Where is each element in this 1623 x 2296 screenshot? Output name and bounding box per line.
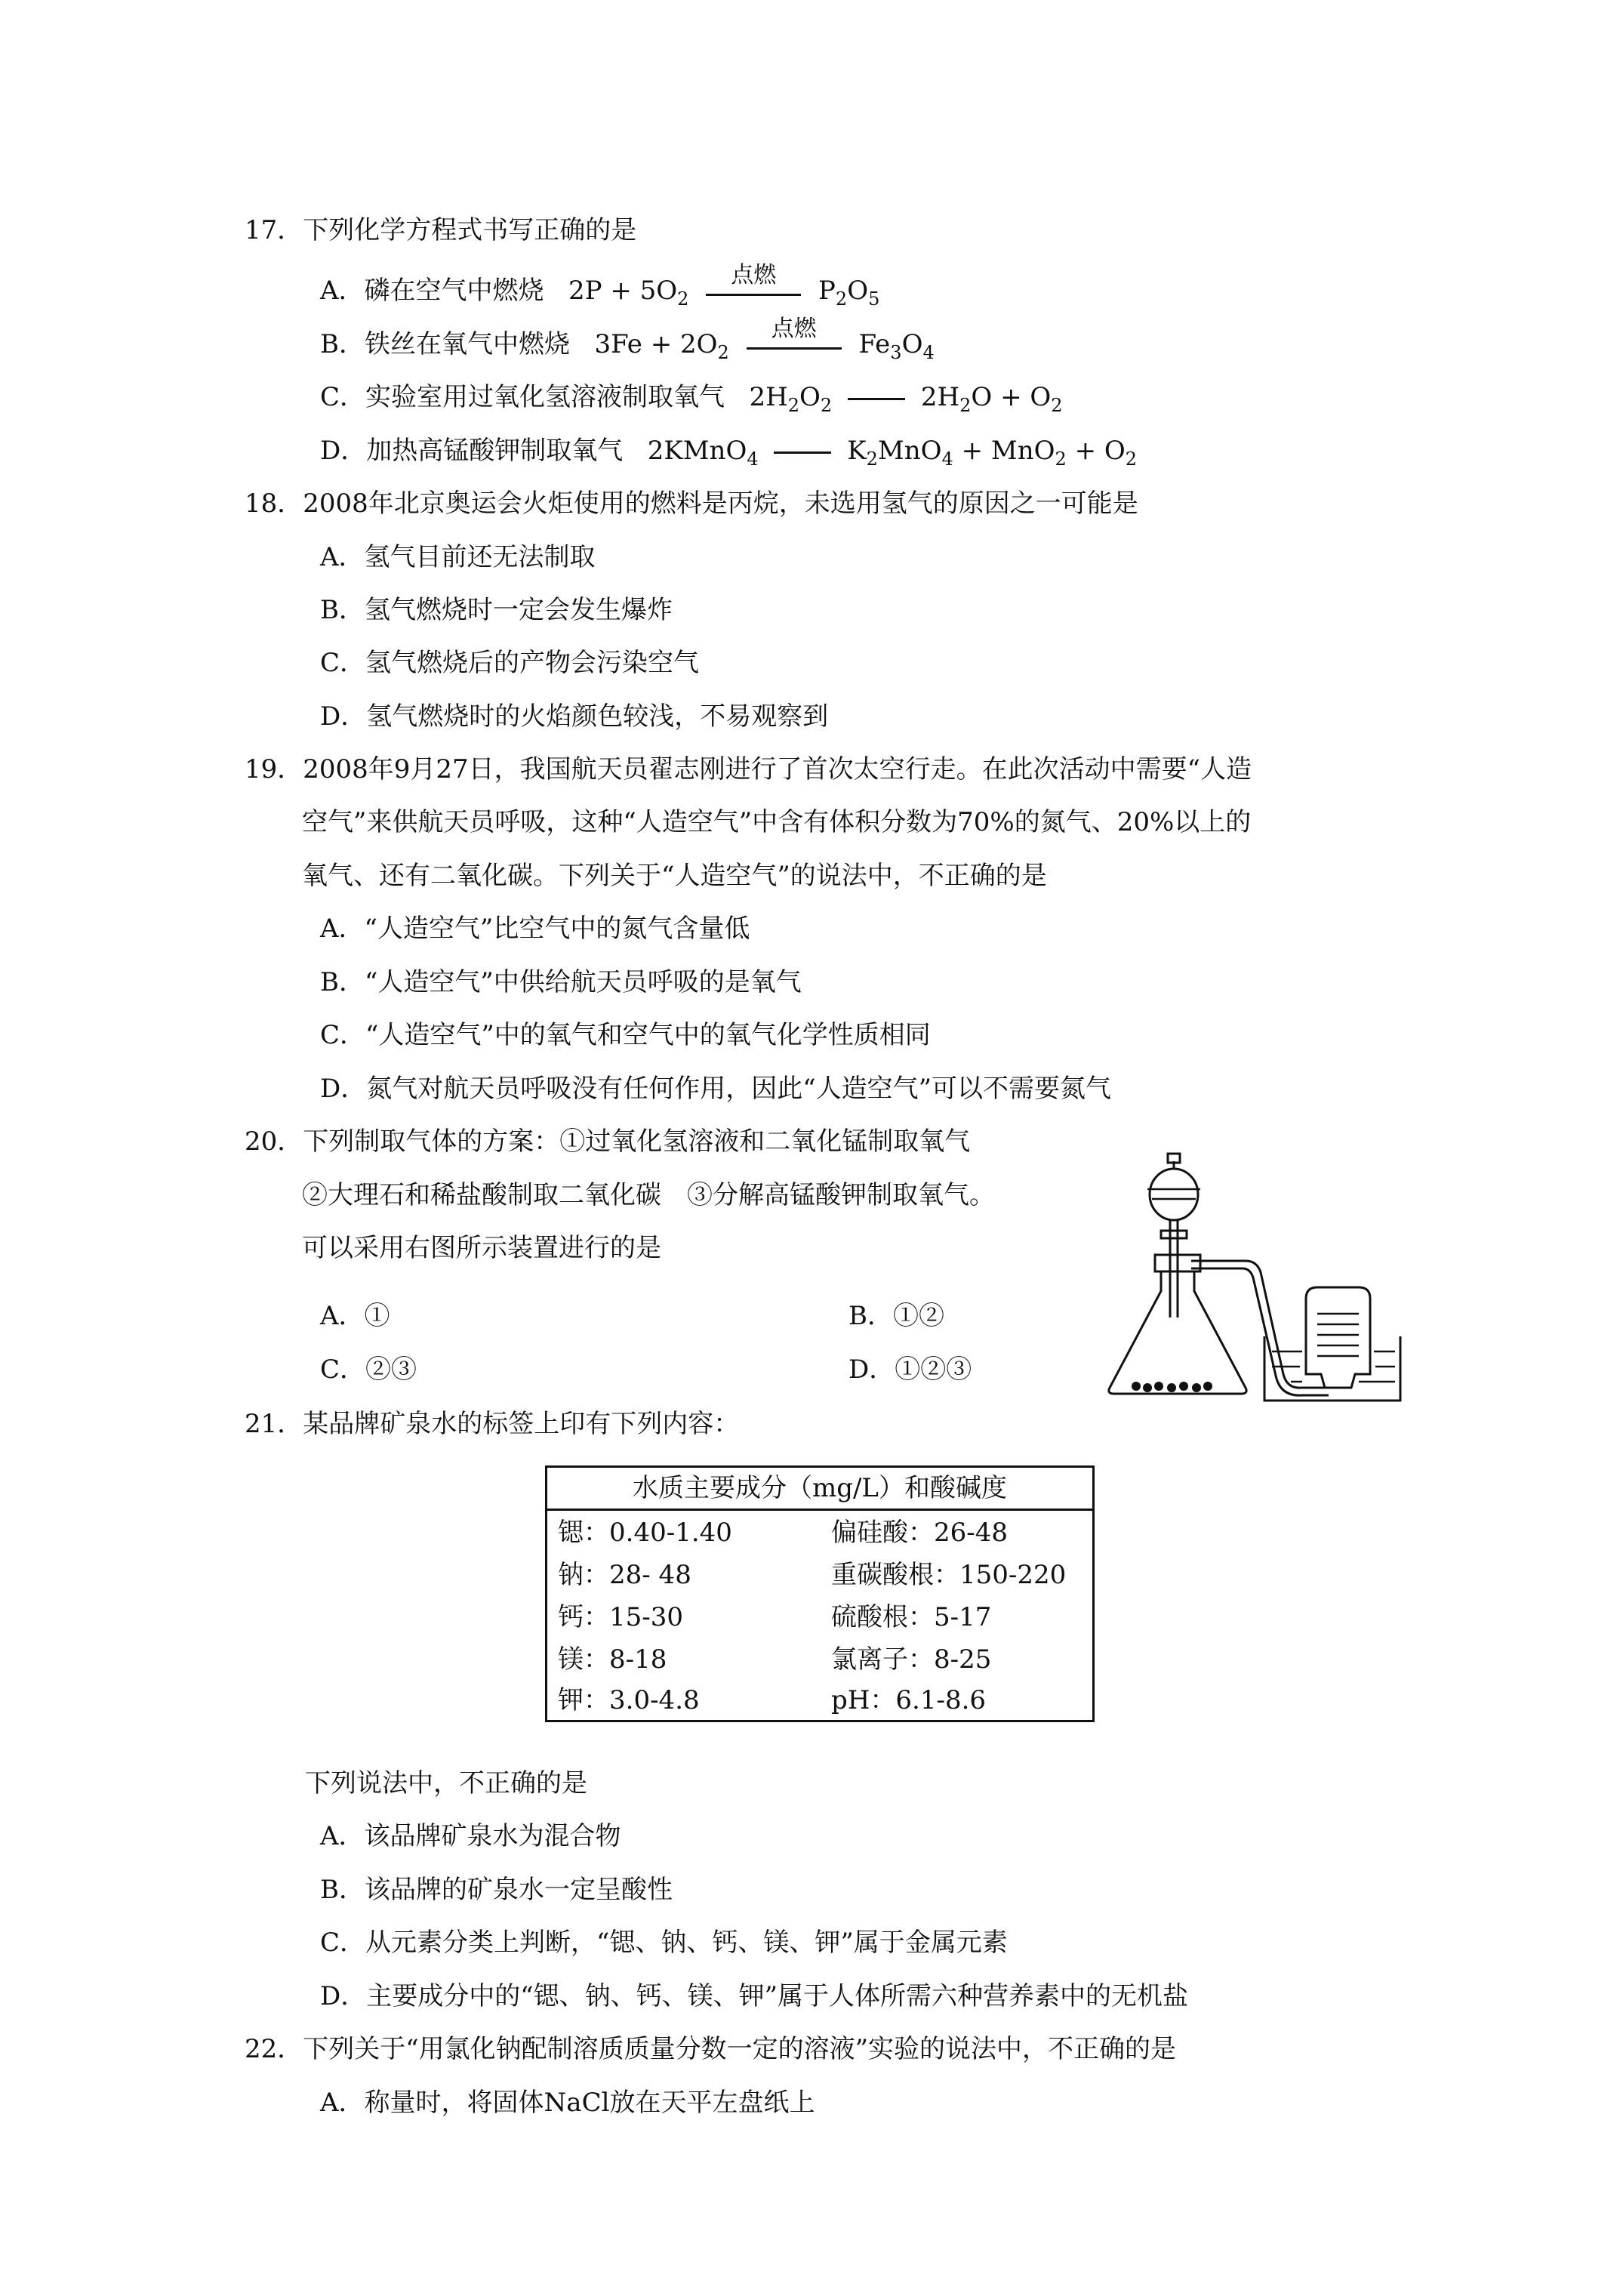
q17-d-rhs-sub1: 2 <box>866 448 878 470</box>
q17-option-a-text: A．磷在空气中燃烧 <box>320 276 544 306</box>
table-cell: 偏硅酸：26-48 <box>831 1518 1009 1548</box>
q17-c-rhs1: 2H <box>920 382 960 412</box>
q20-option-b: B．①② <box>848 1301 944 1331</box>
q21-option-b: B．该品牌的矿泉水一定呈酸性 <box>320 1875 673 1905</box>
q18-stem: 18．2008年北京奥运会火炬使用的燃料是丙烷，未选用氢气的原因之一可能是 <box>245 488 1138 519</box>
q19-option-d: D．氮气对航天员呼吸没有任何作用，因此“人造空气”可以不需要氮气 <box>320 1074 1112 1104</box>
q21-question: 下列说法中，不正确的是 <box>305 1768 587 1798</box>
q20-stem-line3: 可以采用右图所示装置进行的是 <box>302 1233 661 1263</box>
q17-a-rhs-sub1: 2 <box>835 288 848 310</box>
q21-option-c: C．从元素分类上判断，“锶、钠、钙、镁、钾”属于金属元素 <box>320 1928 1008 1958</box>
q22-stem: 22．下列关于“用氯化钠配制溶质质量分数一定的溶液”实验的说法中，不正确的是 <box>245 2034 1177 2064</box>
q17-d-rhs-sub3: 2 <box>1055 448 1067 470</box>
q17-c-lhs-sub1: 2 <box>787 395 800 416</box>
table-row <box>547 1512 1092 1554</box>
q17-d-rhs3: + MnO <box>953 436 1055 466</box>
q20-option-a: A．① <box>320 1301 390 1331</box>
q17-option-b-text: B．铁丝在氧气中燃烧 <box>320 329 570 359</box>
q17-d-lhs-sub: 4 <box>747 448 759 470</box>
table-row <box>547 1638 1092 1681</box>
q20-stem-line2: ②大理石和稀盐酸制取二氧化碳 ③分解高锰酸钾制取氧气。 <box>302 1180 995 1210</box>
table-cell: 硫酸根：5-17 <box>831 1602 992 1632</box>
table-cell: 钠：28- 48 <box>558 1560 691 1590</box>
table-cell: 钾：3.0-4.8 <box>558 1685 700 1715</box>
table-cell: 钙：15-30 <box>558 1602 684 1632</box>
gas-generation-apparatus <box>1102 1148 1404 1404</box>
table-title: 水质主要成分（mg/L）和酸碱度 <box>547 1468 1092 1511</box>
q21-option-a: A．该品牌矿泉水为混合物 <box>320 1821 621 1851</box>
q19-stem-line1: 19．2008年9月27日，我国航天员翟志刚进行了首次太空行走。在此次活动中需要“人造 <box>245 754 1252 784</box>
q17-a-rhs-mid: O <box>847 276 869 306</box>
table-cell: 镁：8-18 <box>558 1644 667 1675</box>
q17-option-d <box>320 436 1137 474</box>
q17-b-rhs: Fe <box>858 329 891 359</box>
mineral-water-label-table <box>545 1465 1095 1722</box>
q17-d-rhs-sub4: 2 <box>1125 448 1138 470</box>
q17-a-lhs: 2P + 5O <box>568 276 678 306</box>
q19-option-c: C．“人造空气”中的氧气和空气中的氧气化学性质相同 <box>320 1020 931 1050</box>
q17-c-lhs2: O <box>799 382 821 412</box>
q20-stem-line1: 20．下列制取气体的方案：①过氧化氢溶液和二氧化锰制取氧气 <box>245 1126 971 1157</box>
condition-label: 点燃 <box>771 316 817 342</box>
q17-b-rhs-mid: O <box>901 329 923 359</box>
q19-option-b: B．“人造空气”中供给航天员呼吸的是氧气 <box>320 967 802 997</box>
q17-c-lhs1: 2H <box>749 382 788 412</box>
q17-b-lhs: 3Fe + 2O <box>594 329 718 359</box>
q17-option-d-text: D．加热高锰酸钾制取氧气 <box>320 436 624 466</box>
q18-option-b: B．氢气燃烧时一定会发生爆炸 <box>320 595 673 625</box>
q17-stem: 17．下列化学方程式书写正确的是 <box>245 215 637 245</box>
q19-stem-line2: 空气”来供航天员呼吸，这种“人造空气”中含有体积分数为70%的氮气、20%以上的 <box>302 807 1252 837</box>
table-cell: 重碳酸根：150-220 <box>831 1560 1067 1590</box>
condition-label: 点燃 <box>731 262 777 288</box>
q17-b-lhs-sub: 2 <box>717 342 729 363</box>
q18-option-c: C．氢气燃烧后的产物会污染空气 <box>320 648 700 678</box>
q17-d-lhs: 2KMnO <box>647 436 747 466</box>
q17-a-rhs: P <box>818 276 836 306</box>
q18-option-a: A．氢气目前还无法制取 <box>320 542 596 572</box>
table-cell: 锶：0.40-1.40 <box>558 1518 732 1548</box>
q17-b-rhs-sub2: 4 <box>922 342 935 363</box>
q22-option-a: A．称量时，将固体NaCl放在天平左盘纸上 <box>320 2088 815 2118</box>
q17-d-rhs1: K <box>847 436 867 466</box>
q20-option-d: D．①②③ <box>848 1354 972 1385</box>
q20-option-c: C．②③ <box>320 1354 417 1385</box>
q17-d-rhs4: + O <box>1066 436 1126 466</box>
q18-option-d: D．氢气燃烧时的火焰颜色较浅，不易观察到 <box>320 701 829 732</box>
q17-c-rhs-sub1: 2 <box>959 395 972 416</box>
equation-bar <box>848 398 905 400</box>
q17-option-b <box>320 316 935 368</box>
table-row <box>547 1554 1092 1596</box>
table-row <box>547 1596 1092 1638</box>
reaction-condition-arrow <box>701 262 805 307</box>
table-cell: pH：6.1-8.6 <box>831 1685 987 1715</box>
q17-a-lhs-sub: 2 <box>677 288 689 310</box>
q17-d-rhs2: MnO <box>877 436 942 466</box>
table-cell: 氯离子：8-25 <box>831 1644 992 1675</box>
q17-option-c <box>320 382 1063 421</box>
table-row <box>547 1679 1092 1721</box>
q21-stem: 21．某品牌矿泉水的标签上印有下列内容： <box>245 1409 740 1439</box>
q17-c-lhs-sub2: 2 <box>820 395 833 416</box>
q17-c-rhs2: O + O <box>971 382 1052 412</box>
q17-b-rhs-sub1: 3 <box>890 342 902 363</box>
q17-option-c-text: C．实验室用过氧化氢溶液制取氧气 <box>320 382 725 412</box>
q17-d-rhs-sub2: 4 <box>941 448 953 470</box>
reaction-condition-arrow <box>742 316 846 361</box>
q19-stem-line3: 氧气、还有二氧化碳。下列关于“人造空气”的说法中，不正确的是 <box>302 861 1047 891</box>
equation-bar <box>774 451 831 454</box>
q17-a-rhs-sub2: 5 <box>868 288 880 310</box>
q17-c-rhs-sub2: 2 <box>1051 395 1063 416</box>
q19-option-a: A．“人造空气”比空气中的氮气含量低 <box>320 914 750 944</box>
q17-option-a <box>320 262 880 314</box>
q21-option-d: D．主要成分中的“锶、钠、钙、镁、钾”属于人体所需六种营养素中的无机盐 <box>320 1981 1189 2011</box>
